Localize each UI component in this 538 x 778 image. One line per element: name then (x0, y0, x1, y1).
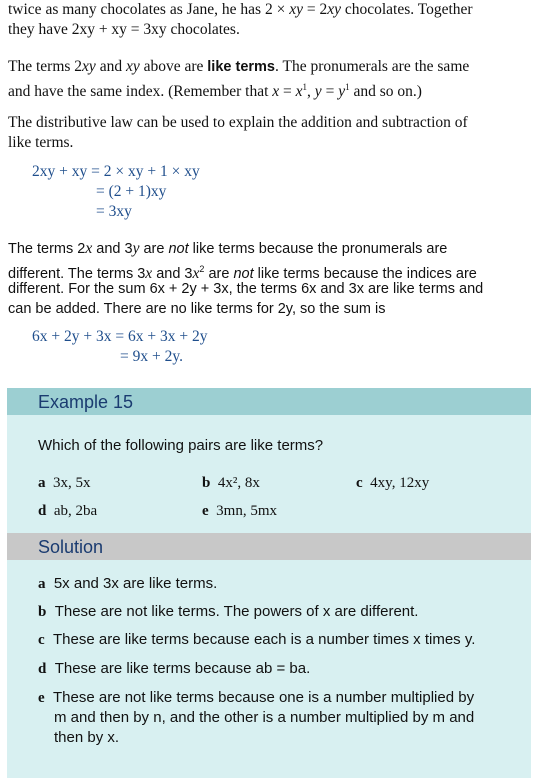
part-text: 4xy, 12xy (370, 475, 430, 491)
math-var: y (132, 240, 140, 257)
para-text: different. The terms 3 (8, 265, 146, 282)
math-var: xy (289, 1, 303, 18)
para-text: The terms 2 (8, 241, 86, 257)
part-label: b (202, 475, 211, 491)
example-question: Which of the following pairs are like terms? (38, 437, 324, 454)
intro-text: = 2 (302, 1, 328, 18)
solution-item-a (38, 574, 217, 594)
para-text: and 3 (92, 241, 133, 257)
like-terms-line-2 (8, 77, 422, 102)
intro-text: twice as many chocolates as Jane, he has 2 × (8, 1, 290, 18)
example-title: Example 15 (38, 392, 134, 412)
para-text: are (204, 265, 234, 282)
item-label: a (38, 576, 46, 592)
item-text: These are like terms because ab = ba. (54, 660, 311, 677)
solution-title: Solution (38, 537, 104, 557)
intro-line-1 (8, 0, 473, 20)
working1-line-3: = 3xy (96, 203, 132, 220)
para-text: = (321, 83, 339, 101)
math-exp: 1 (302, 82, 308, 92)
item-label: b (38, 604, 47, 620)
math-var: x (145, 264, 153, 282)
example-part-a (38, 473, 91, 493)
math-var: x (295, 83, 303, 101)
item-label: d (38, 661, 47, 677)
para-text: like terms because the pronumerals are (188, 241, 448, 257)
example-part-e (202, 501, 277, 521)
para-text: and have the same index. (Remember that (8, 83, 273, 101)
para-text: and (95, 58, 126, 75)
not-like-line-3: different. For the sum 6x + 2y + 3x, the terms 6x and 3x are like terms and (8, 281, 484, 297)
part-text: ab, 2ba (53, 503, 98, 519)
math-var: x (85, 240, 93, 257)
item-text: These are not like terms. The powers of x are different. (54, 603, 419, 620)
bold-term: like terms (207, 59, 275, 75)
working1-line-1: 2xy + xy = 2 × xy + 1 × xy (32, 163, 200, 180)
para-text: like terms because the indices are (253, 265, 477, 282)
math-var: x (272, 83, 280, 101)
working2-line-1: 6x + 2y + 3x = 6x + 3x + 2y (32, 328, 208, 345)
example-part-b (202, 473, 260, 493)
math-var: xy (327, 1, 341, 18)
emphasis: not (168, 241, 189, 257)
item-text: These are not like terms because one is a number multiplied by (53, 689, 475, 706)
part-text: 4x², 8x (217, 475, 260, 491)
distributive-line-2: like terms. (8, 134, 74, 151)
math-exp: 1 (345, 82, 350, 92)
solution-item-c (38, 630, 475, 650)
like-terms-line-1 (8, 57, 469, 77)
math-var: xy (82, 58, 96, 75)
solution-body (7, 560, 531, 778)
part-label: c (356, 475, 363, 491)
item-text: 5x and 3x are like terms. (53, 575, 218, 592)
math-var: x (192, 264, 200, 282)
para-text: , (307, 83, 315, 101)
not-like-line-4: can be added. There are no like terms for 2y, so the sum is (8, 301, 386, 317)
distributive-line-1: The distributive law can be used to explain the addition and subtraction of (8, 114, 468, 131)
example-part-d (38, 501, 97, 521)
math-var: y (314, 83, 322, 101)
example-body (7, 415, 531, 533)
emphasis: not (233, 265, 254, 282)
para-text: and 3 (152, 265, 193, 282)
para-text: above are (139, 58, 208, 75)
part-text: 3x, 5x (53, 475, 91, 491)
solution-header (7, 533, 531, 560)
working2-line-2: = 9x + 2y. (120, 348, 183, 365)
item-label: c (38, 632, 45, 648)
part-label: d (38, 503, 47, 519)
item-label: e (38, 690, 45, 706)
not-like-line-1 (8, 239, 447, 259)
solution-item-b (38, 602, 418, 622)
solution-item-e-line-2: m and then by n, and the other is a number multiplied by m and (54, 709, 475, 726)
solution-item-e-line-3: then by x. (54, 729, 120, 746)
part-text: 3mn, 5mx (216, 503, 278, 519)
solution-item-e (38, 688, 474, 708)
para-text: are (139, 241, 169, 257)
para-text: and so on.) (349, 83, 422, 101)
para-text: The terms 2 (8, 58, 83, 75)
math-exp: 2 (199, 264, 205, 274)
part-label: e (202, 503, 209, 519)
para-text: = (279, 83, 296, 101)
math-var: xy (125, 58, 140, 75)
item-text: These are like terms because each is a number times x times y. (53, 631, 476, 648)
example-part-c (356, 473, 429, 493)
para-text: . The pronumerals are the same (275, 58, 470, 75)
intro-text: chocolates. Together (340, 1, 473, 18)
solution-item-d (38, 659, 310, 679)
part-label: a (38, 475, 46, 491)
example-header (7, 388, 531, 415)
working1-line-2: = (2 + 1)xy (96, 183, 167, 200)
intro-line-2: they have 2xy + xy = 3xy chocolates. (8, 21, 240, 38)
math-var: y (338, 83, 346, 101)
